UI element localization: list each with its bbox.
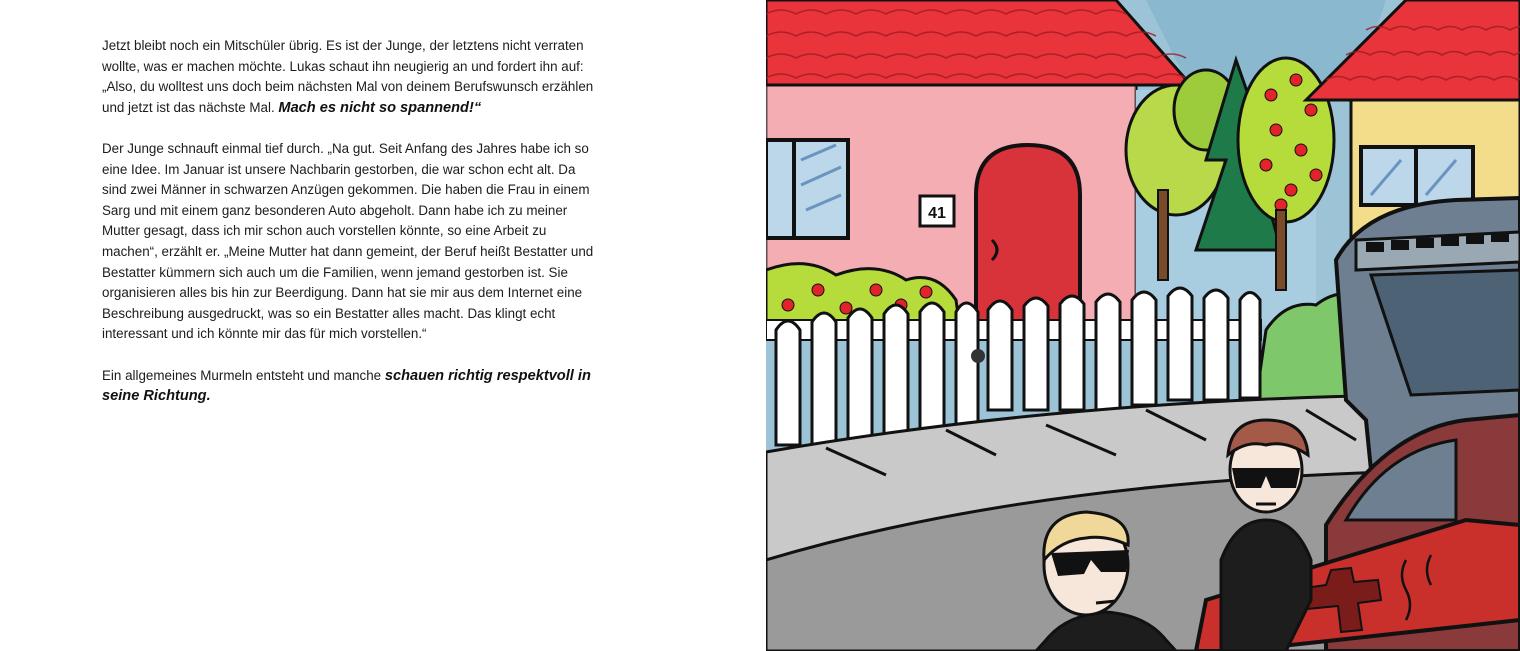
paragraph-2 xyxy=(102,139,602,345)
undertaker-right xyxy=(1221,420,1311,651)
story-text xyxy=(102,36,602,407)
paragraph-2-text: Der Junge schnauft einmal tief durch. „Na gut. Seit Anfang des Jahres habe ich so eine Idee. Im Januar ist unsere Nachbarin gestorben, die war schon echt alt. Da sind zwei Männer in schwarzen Anzügen gekommen. Die haben die Frau in einem Sarg und mit einem ganz besonderen Auto abgeholt. Dann habe ich zu meiner Mutter gesagt, dass ich mir schon auch vorstellen könnte, so eine Arbeit zu machen“, erzählt er. „Meine Mutter hat dann gemeint, der Beruf heißt Bestatter und Bestatter kümmern sich auch um die Familien, wenn jemand gestorben ist. Sie organisieren alles bis hin zur Beerdigung. Dann hat sie mir aus dem Internet eine Beschreibung ausgedruckt, was so ein Bestatter alles macht. Das klingt echt interessant und ich könnte mir das für mich vorstellen.“ xyxy=(102,140,594,342)
window-left xyxy=(766,140,848,238)
apple-tree xyxy=(1238,58,1334,222)
paragraph-3-text: Ein allgemeines Murmeln entsteht und manche xyxy=(102,367,385,383)
house-number: 41 xyxy=(928,205,946,222)
paragraph-3 xyxy=(102,366,602,407)
paragraph-1 xyxy=(102,36,602,118)
hearse-street-illustration xyxy=(766,0,1520,651)
illustration-page xyxy=(766,0,1520,651)
paragraph-1-text: Jetzt bleibt noch ein Mitschüler übrig. Es ist der Junge, der letztens nicht verraten wollte, was er machen möchte. Lukas schaut ihn neugierig an und fordert ihn auf: „Also, du wolltest uns doch beim nächsten Mal von deinem Berufswunsch erzählen und jetzt ist das nächste Mal. xyxy=(102,38,594,115)
paragraph-3-emphasis: schauen richtig respektvoll in seine Richtung. xyxy=(102,367,591,405)
paragraph-1-emphasis: Mach es nicht so spannend!“ xyxy=(278,99,482,116)
